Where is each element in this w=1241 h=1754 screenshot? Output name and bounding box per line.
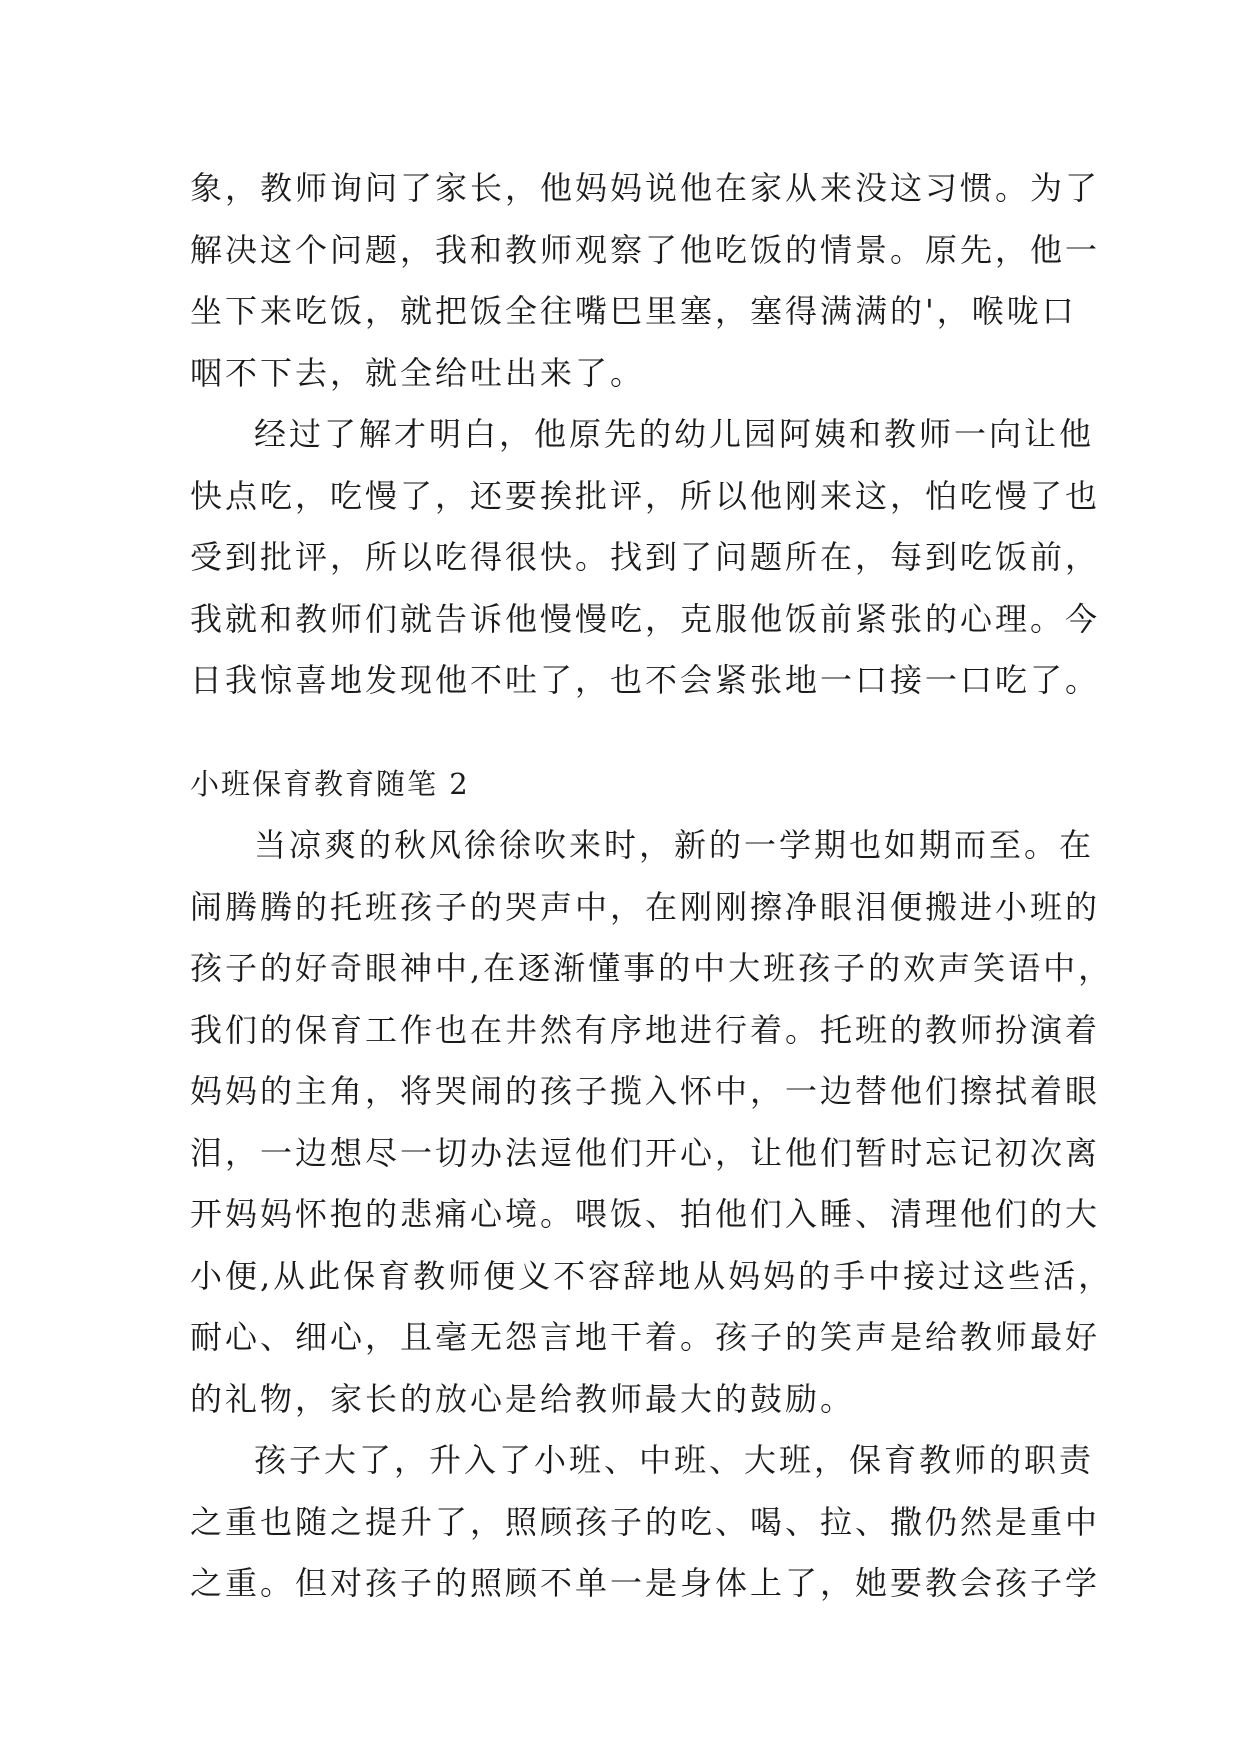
text-line: 闹腾腾的托班孩子的哭声中，在刚刚擦净眼泪便搬进小班的 bbox=[190, 887, 1101, 926]
text-line: 妈妈的主角，将哭闹的孩子揽入怀中，一边替他们擦拭着眼 bbox=[190, 1072, 1101, 1110]
text-line: 孩子大了，升入了小班、中班、大班，保育教师的职责 bbox=[254, 1441, 1095, 1479]
text-line: 孩子的好奇眼神中,在逐渐懂事的中大班孩子的欢声笑语中， bbox=[190, 949, 1114, 987]
paragraph-2 bbox=[190, 404, 1101, 712]
text-line: 泪，一边想尽一切办法逗他们开心，让他们暂时忘记初次离 bbox=[190, 1133, 1101, 1172]
text-line: 之重。但对孩子的照顾不单一是身体上了，她要教会孩子学 bbox=[190, 1564, 1101, 1602]
text-line: 经过了解才明白，他原先的幼儿园阿姨和教师一向让他 bbox=[254, 415, 1095, 453]
text-line: 快点吃，吃慢了，还要挨批评，所以他刚来这，怕吃慢了也 bbox=[190, 476, 1101, 515]
text-line: 坐下来吃饭，就把饭全往嘴巴里塞，塞得满满的'，喉咙口 bbox=[190, 292, 1077, 330]
text-line: 我就和教师们就告诉他慢慢吃，克服他饭前紧张的心理。今 bbox=[190, 599, 1101, 638]
text-line: 之重也随之提升了，照顾孩子的吃、喝、拉、撒仍然是重中 bbox=[190, 1502, 1101, 1541]
text-line: 我们的保育工作也在井然有序地进行着。托班的教师扮演着 bbox=[190, 1010, 1101, 1049]
text-line: 开妈妈怀抱的悲痛心境。喂饭、拍他们入睡、清理他们的大 bbox=[190, 1195, 1101, 1233]
text-line: 受到批评，所以吃得很快。找到了问题所在，每到吃饭前， bbox=[190, 538, 1101, 576]
text-line: 象，教师询问了家长，他妈妈说他在家从来没这习惯。为了 bbox=[190, 169, 1101, 207]
paragraph-3 bbox=[190, 815, 1114, 1430]
section-heading: 小班保育教育随笔 2 bbox=[190, 766, 470, 801]
text-line: 日我惊喜地发现他不吐了，也不会紧张地一口接一口吃了。 bbox=[190, 661, 1101, 699]
text-line: 解决这个问题，我和教师观察了他吃饭的情景。原先，他一 bbox=[190, 230, 1101, 269]
document-body bbox=[190, 158, 1114, 1615]
text-line: 咽不下去，就全给吐出来了。 bbox=[190, 353, 646, 392]
text-line: 小便,从此保育教师便义不容辞地从妈妈的手中接过这些活， bbox=[190, 1256, 1114, 1295]
text-line: 耐心、细心，且毫无怨言地干着。孩子的笑声是给教师最好 bbox=[190, 1318, 1101, 1356]
paragraph-1 bbox=[190, 158, 1101, 404]
paragraph-4 bbox=[190, 1430, 1101, 1615]
text-line: 的礼物，家长的放心是给教师最大的鼓励。 bbox=[190, 1379, 856, 1418]
text-line: 当凉爽的秋风徐徐吹来时，新的一学期也如期而至。在 bbox=[254, 826, 1095, 864]
